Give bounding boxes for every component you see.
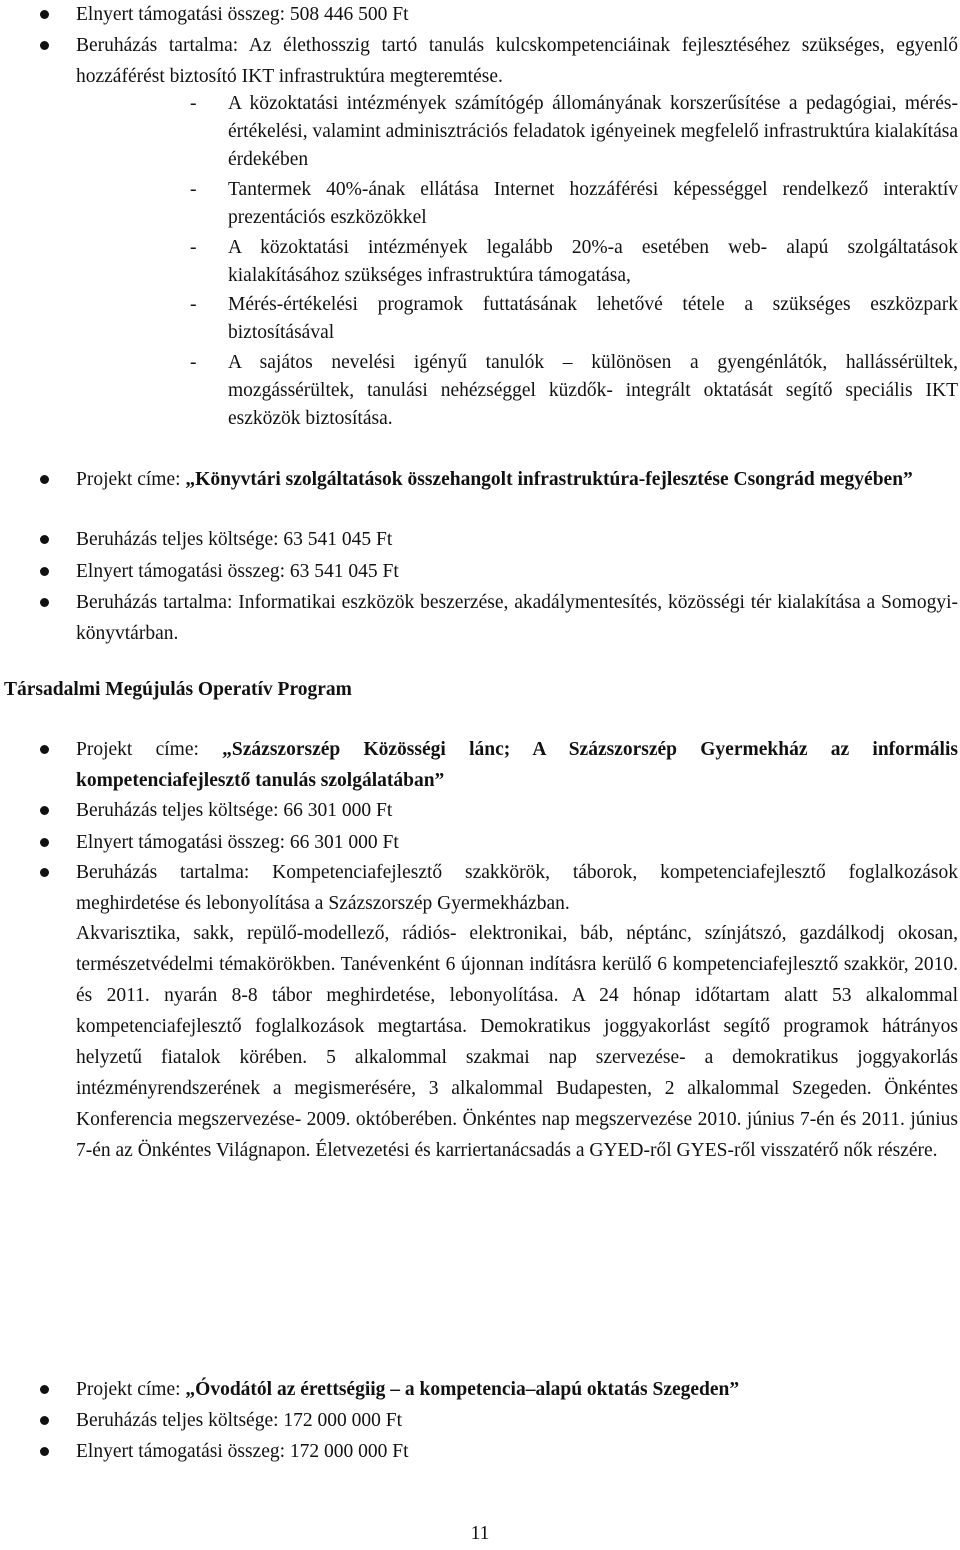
content-paragraph-3: Akvarisztika, sakk, repülő-modellező, rádiós- elektronikai, báb, néptánc, színjátszó, gazdálkodj okosan, természetvédelmi témakörökben. Tanévenként 6 újonnan indításra kerülő 6 kompetenciafejlesztő szakkör, 2010. és 2011. nyarán 8-8 tábor meghirdetése, lebonyolítása. A 24 hónap időtartam alatt 53 alkalommal kompetenciafejlesztő foglalkozások megtartása. Demokratikus joggyakorlást segítő programok hátrányos helyzetű fiatalok körében. 5 alkalommal szakmai nap szervezése- a demokratikus joggyakorlás intézményrendszerének a megismerésére, 3 alkalommal Budapesten, 2 alkalommal Szegeden. Önkéntes Konferencia megszervezése- 2009. októberében. Önkéntes nap megszervezése 2010. június 7-én és 2011. június 7-én az Önkéntes Világnapon. Életvezetési és karriertanácsadás a GYED-ről GYES-ről visszatérő nők részére. xyxy=(76,923,958,1161)
award-amount-3: Elnyert támogatási összeg: 66 301 000 Ft xyxy=(40,827,958,858)
dash-item-4: - Mérés-értékelési programok futtatásának lehetővé tétele a szükséges eszközpark biztosításával xyxy=(190,291,958,347)
total-cost-2: Beruházás teljes költsége: 63 541 045 Ft xyxy=(40,524,958,555)
award-amount-2: Elnyert támogatási összeg: 63 541 045 Ft xyxy=(40,556,958,587)
project-title-4 xyxy=(40,1374,958,1405)
dash-item-1: - A közoktatási intézmények számítógép állományának korszerűsítése a pedagógiai, mérés-értékelési, valamint adminisztrációs feladatok igényeinek megfelelő infrastruktúra kialakítása érdekében xyxy=(190,90,958,174)
project-title-label: Projekt címe: xyxy=(76,739,223,760)
project-title-text: „Óvodától az érettségiig – a kompetencia–alapú oktatás Szegeden” xyxy=(185,1379,740,1400)
investment-content-3: Beruházás tartalma: Kompetenciafejlesztő szakkörök, táborok, kompetenciafejlesztő foglalkozások meghirdetése és lebonyolítása a Százszorszép Gyermekházban. xyxy=(40,857,958,919)
investment-content-1: Beruházás tartalma: Az élethosszig tartó tanulás kulcskompetenciáinak fejlesztéséhez szükséges, egyenlő hozzáférést biztosító IKT infrastruktúra megteremtése. xyxy=(40,30,958,92)
total-cost-4: Beruházás teljes költsége: 172 000 000 Ft xyxy=(40,1405,958,1436)
total-cost-3: Beruházás teljes költsége: 66 301 000 Ft xyxy=(40,795,958,826)
project-title-3 xyxy=(40,734,958,796)
award-amount-1: Elnyert támogatási összeg: 508 446 500 Ft xyxy=(40,0,958,30)
dash-item-3: - A közoktatási intézmények legalább 20%-a esetében web- alapú szolgáltatások kialakításához szükséges infrastruktúra támogatása, xyxy=(190,234,958,290)
section-heading: Társadalmi Megújulás Operatív Program xyxy=(4,679,352,700)
investment-content-2: Beruházás tartalma: Informatikai eszközök beszerzése, akadálymentesítés, közösségi tér kialakítása a Somogyi-könyvtárban. xyxy=(40,587,958,649)
project-title-text: „Százszorszép Közösségi lánc; A Százszorszép Gyermekház az informális kompetenciafejlesztő tanulás szolgálatában” xyxy=(76,739,958,791)
dash-item-2: - Tantermek 40%-ának ellátása Internet hozzáférési képességgel rendelkező interaktív prezentációs eszközökkel xyxy=(190,176,958,232)
project-title-text: „Könyvtári szolgáltatások összehangolt infrastruktúra-fejlesztése Csongrád megyében” xyxy=(185,469,913,490)
award-amount-4: Elnyert támogatási összeg: 172 000 000 Ft xyxy=(40,1436,958,1467)
project-title-2 xyxy=(40,464,958,495)
project-title-label: Projekt címe: xyxy=(76,1379,186,1400)
page-number: 11 xyxy=(470,1523,490,1544)
dash-item-5: - A sajátos nevelési igényű tanulók – különösen a gyengénlátók, hallássérültek, mozgássérültek, tanulási nehézséggel küzdők- integrált oktatását segítő speciális IKT eszközök biztosítása. xyxy=(190,349,958,433)
project-title-label: Projekt címe: xyxy=(76,469,186,490)
